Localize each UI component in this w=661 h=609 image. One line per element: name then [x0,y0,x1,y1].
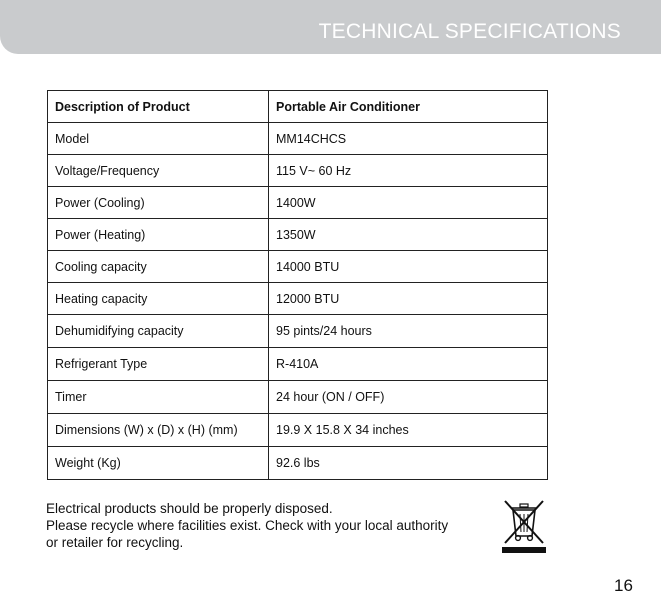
table-row [48,348,548,381]
spec-label: Heating capacity [48,283,269,315]
header-value-cell: Portable Air Conditioner [269,91,548,123]
spec-value: MM14CHCS [269,123,548,155]
spec-value: 95 pints/24 hours [269,315,548,348]
specifications-table [47,90,548,480]
page-title: TECHNICAL SPECIFICATIONS [318,20,621,43]
spec-label: Model [48,123,269,155]
header-bar [0,0,661,54]
disposal-notice [46,500,486,551]
table-row [48,283,548,315]
table-row [48,123,548,155]
table-header-row [48,91,548,123]
spec-label: Voltage/Frequency [48,155,269,187]
spec-label: Power (Heating) [48,219,269,251]
table-row [48,414,548,447]
table-row [48,315,548,348]
header-label-cell: Description of Product [48,91,269,123]
page-number: 16 [614,576,633,595]
spec-value: 14000 BTU [269,251,548,283]
spec-value: 1400W [269,187,548,219]
spec-label: Timer [48,381,269,414]
table-row [48,381,548,414]
spec-value: 12000 BTU [269,283,548,315]
spec-value: 115 V~ 60 Hz [269,155,548,187]
spec-label: Dimensions (W) x (D) x (H) (mm) [48,414,269,447]
table-row [48,187,548,219]
spec-label: Weight (Kg) [48,447,269,480]
spec-value: 92.6 lbs [269,447,548,480]
table-row [48,155,548,187]
table-row [48,251,548,283]
spec-label: Power (Cooling) [48,187,269,219]
spec-value: R-410A [269,348,548,381]
spec-label: Refrigerant Type [48,348,269,381]
spec-label: Dehumidifying capacity [48,315,269,348]
spec-value: 24 hour (ON / OFF) [269,381,548,414]
disposal-notice-line: Please recycle where facilities exist. Check with your local authority [46,518,449,533]
disposal-notice-line: or retailer for recycling. [46,535,184,550]
weee-crossed-bin-icon [500,496,548,554]
table-row [48,447,548,480]
spec-label: Cooling capacity [48,251,269,283]
spec-value: 19.9 X 15.8 X 34 inches [269,414,548,447]
spec-value: 1350W [269,219,548,251]
disposal-notice-line: Electrical products should be properly disposed. [46,501,333,516]
table-row [48,219,548,251]
